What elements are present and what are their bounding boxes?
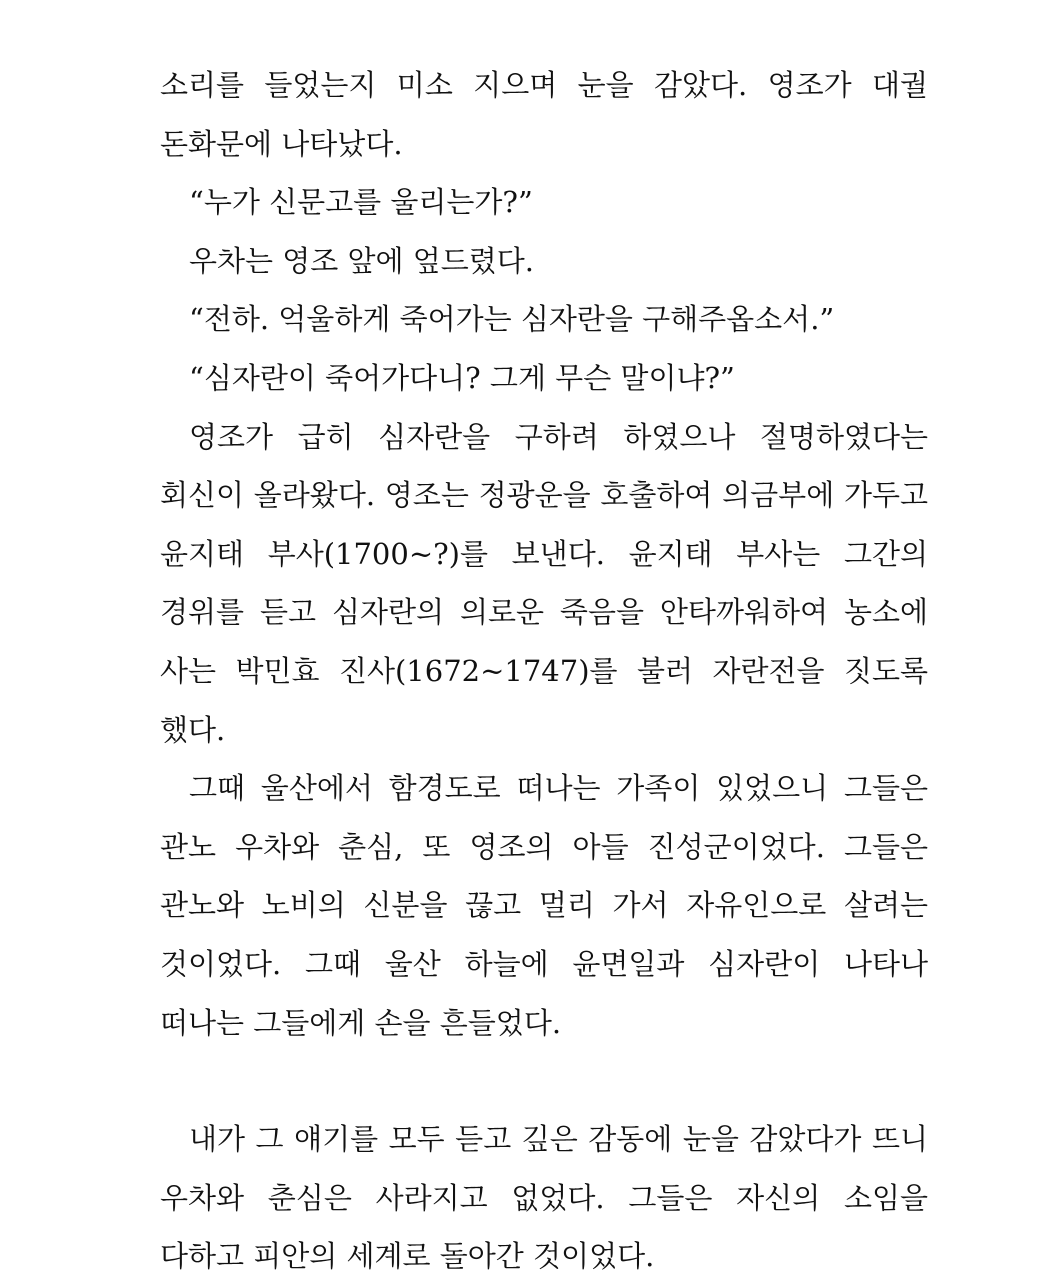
document-page <box>160 56 928 1286</box>
paragraph: 우차는 영조 앞에 엎드렸다. <box>189 243 535 278</box>
dialogue-line: “누가 신문고를 울리는가?” <box>189 185 533 220</box>
paragraph: 그때 울산에서 함경도로 떠나는 가족이 있었으니 그들은 관노 우차와 춘심, 또 영조의 아들 진성군이었다. 그들은 관노와 노비의 신분을 끊고 멀리 가서 자유인으로 살려는 것이었다. 그때 울산 하늘에 윤면일과 심자란이 나타나 떠나는 그들에게 손을 흔들었다. <box>160 771 928 1040</box>
paragraph-continuation: 소리를 들었는지 미소 지으며 눈을 감았다. 영조가 대궐 돈화문에 나타났다. <box>160 68 928 161</box>
paragraph: 내가 그 얘기를 모두 듣고 깊은 감동에 눈을 감았다가 뜨니 우차와 춘심은 사라지고 없었다. 그들은 자신의 소임을 다하고 피안의 세계로 돌아간 것이었다. <box>160 1122 928 1274</box>
dialogue-line: “전하. 억울하게 죽어가는 심자란을 구해주옵소서.” <box>189 302 835 337</box>
dialogue-line: “심자란이 죽어가다니? 그게 무슨 말이냐?” <box>189 360 735 395</box>
section-break <box>160 1052 928 1110</box>
paragraph: 영조가 급히 심자란을 구하려 하였으나 절명하였다는 회신이 올라왔다. 영조는 정광운을 호출하여 의금부에 가두고 윤지태 부사(1700~?)를 보낸다. 윤지태 부사는 그간의 경위를 듣고 심자란의 의로운 죽음을 안타까워하여 농소에 사는 박민효 진사(1672~1747)를 불러 자란전을 짓도록 했다. <box>160 419 928 747</box>
